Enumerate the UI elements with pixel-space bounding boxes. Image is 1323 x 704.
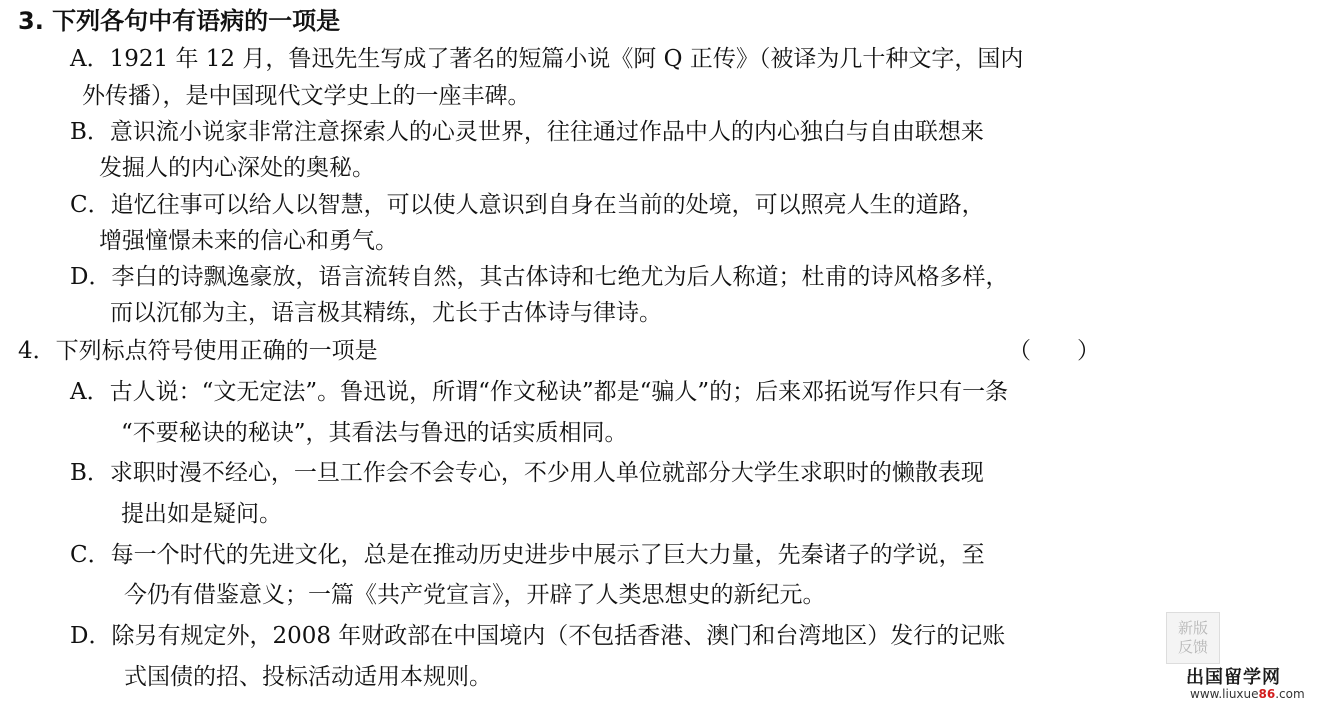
- q3-option-c-line1: C．追忆往事可以给人以智慧，可以使人意识到自身在当前的处境，可以照亮人生的道路，: [70, 192, 985, 218]
- watermark-url: [1190, 688, 1305, 701]
- feedback-label-line1: 新版: [1177, 619, 1208, 637]
- q4-option-c-line1: C．每一个时代的先进文化，总是在推动历史进步中展示了巨大力量，先秦诸子的学说，至: [70, 542, 985, 568]
- watermark-url-highlight: 86: [1258, 687, 1276, 701]
- q4-option-b-line2: 提出如是疑问。: [121, 501, 282, 527]
- question-4-title: 4．下列标点符号使用正确的一项是: [18, 338, 378, 364]
- q3-option-b-line2: 发掘人的内心深处的奥秘。: [99, 155, 375, 181]
- q3-option-a-line2: 外传播），是中国现代文学史上的一座丰碑。: [82, 83, 531, 109]
- q4-option-c-line2: 今仍有借鉴意义；一篇《共产党宣言》，开辟了人类思想史的新纪元。: [124, 582, 826, 608]
- q3-option-c-line2: 增强憧憬未来的信心和勇气。: [99, 228, 398, 254]
- site-watermark-logo: [1180, 668, 1310, 702]
- q4-option-a-line1: A．古人说：“文无定法”。鲁迅说，所谓“作文秘诀”都是“骗人”的；后来邓拓说写作只有一条: [70, 379, 1009, 405]
- feedback-label-line2: 反馈: [1177, 638, 1208, 656]
- q3-option-b-line1: B．意识流小说家非常注意探索人的心灵世界，往往通过作品中人的内心独白与自由联想来: [70, 119, 984, 145]
- question-3-title: 3. 下列各句中有语病的一项是: [18, 7, 341, 35]
- watermark-url-prefix: www.liuxue: [1190, 687, 1259, 701]
- q3-option-d-line2: 而以沉郁为主，语言极其精练，尤长于古体诗与律诗。: [110, 300, 662, 326]
- q4-option-d-line2: 式国债的招、投标活动适用本规则。: [124, 664, 492, 690]
- q4-option-d-line1: D．除另有规定外，2008 年财政部在中国境内（不包括香港、澳门和台湾地区）发行的记账: [70, 623, 1006, 649]
- q3-option-a-line1: A．1921 年 12 月，鲁迅先生写成了著名的短篇小说《阿 Q 正传》（被译为几十种文字，国内: [70, 46, 1024, 72]
- q4-option-b-line1: B．求职时漫不经心，一旦工作会不会专心，不少用人单位就部分大学生求职时的懒散表现: [70, 460, 984, 486]
- feedback-button[interactable]: [1166, 612, 1220, 664]
- watermark-site-name: 出国留学网: [1186, 667, 1281, 688]
- q3-option-d-line1: D．李白的诗飘逸豪放，语言流转自然，其古体诗和七绝尤为后人称道；杜甫的诗风格多样，: [70, 264, 1009, 290]
- answer-parentheses: （ ）: [1008, 338, 1100, 364]
- q4-option-a-line2: “不要秘诀的秘诀”，其看法与鲁迅的话实质相同。: [121, 420, 628, 446]
- watermark-url-suffix: .com: [1275, 687, 1305, 701]
